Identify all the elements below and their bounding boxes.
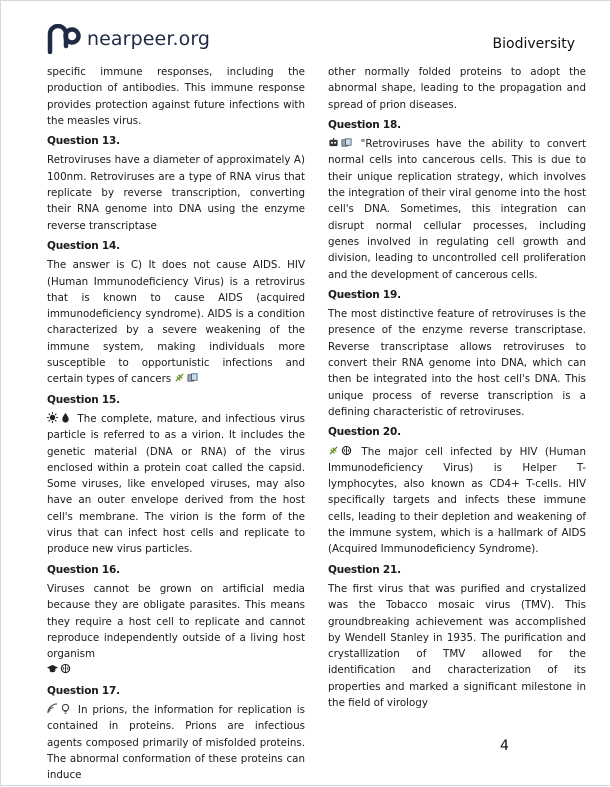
question-19-title: Question 19. [328,288,401,301]
page-number: 4 [500,738,509,754]
question-13-answer: Retroviruses have a diameter of approximately A) 100nm. Retroviruses are a type of RNA virus that replicate by reverse transcription, converting their RNA genome into DNA using the enzyme reverse transcriptase [47,154,305,232]
question-21-answer: The first virus that was purified and crystalized was the Tobacco mosaic virus (TMV). This groundbreaking achievement was accomplished by Wendell Stanley in 1935. The purification and crystallization of TMV allowed for the identification and characterization of its properties and marked a significant milestone in the field of virology [328,582,586,709]
question-16-answer [47,581,305,679]
question-20-title: Question 20. [328,426,401,439]
question-17-answer [47,702,305,783]
page-header [47,22,575,58]
drop-icon [60,412,71,423]
question-18-answer [328,136,586,283]
question-16-text: Viruses cannot be grown on artificial media because they are obligate parasites. This means they require a host cell to replicate and cannot reproduce independently outside of a living host organism [47,582,305,661]
dna-icon [174,372,185,383]
question-14-answer [47,257,305,387]
subject-title: Biodiversity [492,36,575,52]
question-21-title: Question 21. [328,563,401,576]
logo [47,24,210,54]
question-20-text: The major cell infected by HIV (Human Immunodeficiency Virus) is Helper T-lymphocytes, also known as CD4+ T-cells. HIV specifically targets and infects these immune cells, leading to their depletion and weakening of the immune system, which is a hallmark of AIDS (Acquired Immunodeficiency Syndrome). [328,445,587,556]
question-16-title: Question 16. [47,563,120,576]
question-18-title: Question 18. [328,118,401,131]
question-17-title: Question 17. [47,684,120,697]
question-14-text: The answer is C) It does not cause AIDS. HIV (Human Immunodeficiency Virus) is a retrovirus that is known to cause AIDS (acquired immunodeficiency syndrome). AIDS is a condition characterized by a severe weakening of the immune system, making individuals more susceptible to opportunistic infections and certain types of cancers [47,259,305,386]
question-15-answer [47,411,305,558]
question-18-text: "Retroviruses have the ability to convert normal cells into cancerous cells. This is due to their unique replication strategy, which involves the integration of their viral genome into the host cell's DNA. Sometimes, this integration can disrupt normal cellular processes, including genes involved in regulating cell growth and division, leading to uncontrolled cell proliferation and the development of cancerous cells. [328,138,587,281]
book-icon [187,372,198,383]
question-13-title: Question 13. [47,135,120,148]
dna-icon [328,445,339,456]
brain-icon [341,445,352,456]
question-19-answer: The most distinctive feature of retroviruses is the presence of the enzyme reverse transcriptase. Reverse transcriptase allows retroviruses to convert their RNA genome into DNA, which can then be integrated into the host cell's DNA. This unique process of reverse transcription is a defining characteristic of retroviruses. [328,308,586,418]
question-14-title: Question 14. [47,239,120,252]
right-column [328,64,586,715]
logo-text: nearpeer.org [87,28,211,50]
logo-icon [47,24,81,54]
left-column [47,64,305,787]
sun-icon [47,412,58,423]
question-20-answer [328,444,586,558]
brain-icon [60,663,71,674]
question-17-text: In prions, the information for replication is contained in proteins. Prions are infectious agents composed primarily of misfolded proteins. The abnormal conformation of these proteins can induce [47,703,305,782]
question-15-title: Question 15. [47,393,120,406]
signal-icon [47,703,58,714]
book-icon [341,137,352,148]
question-15-text: The complete, mature, and infectious virus particle is referred to as a virion. It includes the genetic material (DNA or RNA) of the virus enclosed within a protein coat called the capsid. Some viruses, like enveloped viruses, may also have an outer envelope derived from the host cell's membrane. The virion is the form of the virus that can infect host cells and replicate to produce new virus particles. [47,412,305,556]
bulb-icon [60,703,71,714]
robot-icon [328,137,339,148]
graduation-cap-icon [47,663,58,674]
right-intro-paragraph: other normally folded proteins to adopt the abnormal shape, leading to the propagation and spread of prion diseases. [328,66,586,111]
left-intro-paragraph: specific immune responses, including the production of antibodies. This immune response provides protection against future infections with the measles virus. [47,66,305,127]
